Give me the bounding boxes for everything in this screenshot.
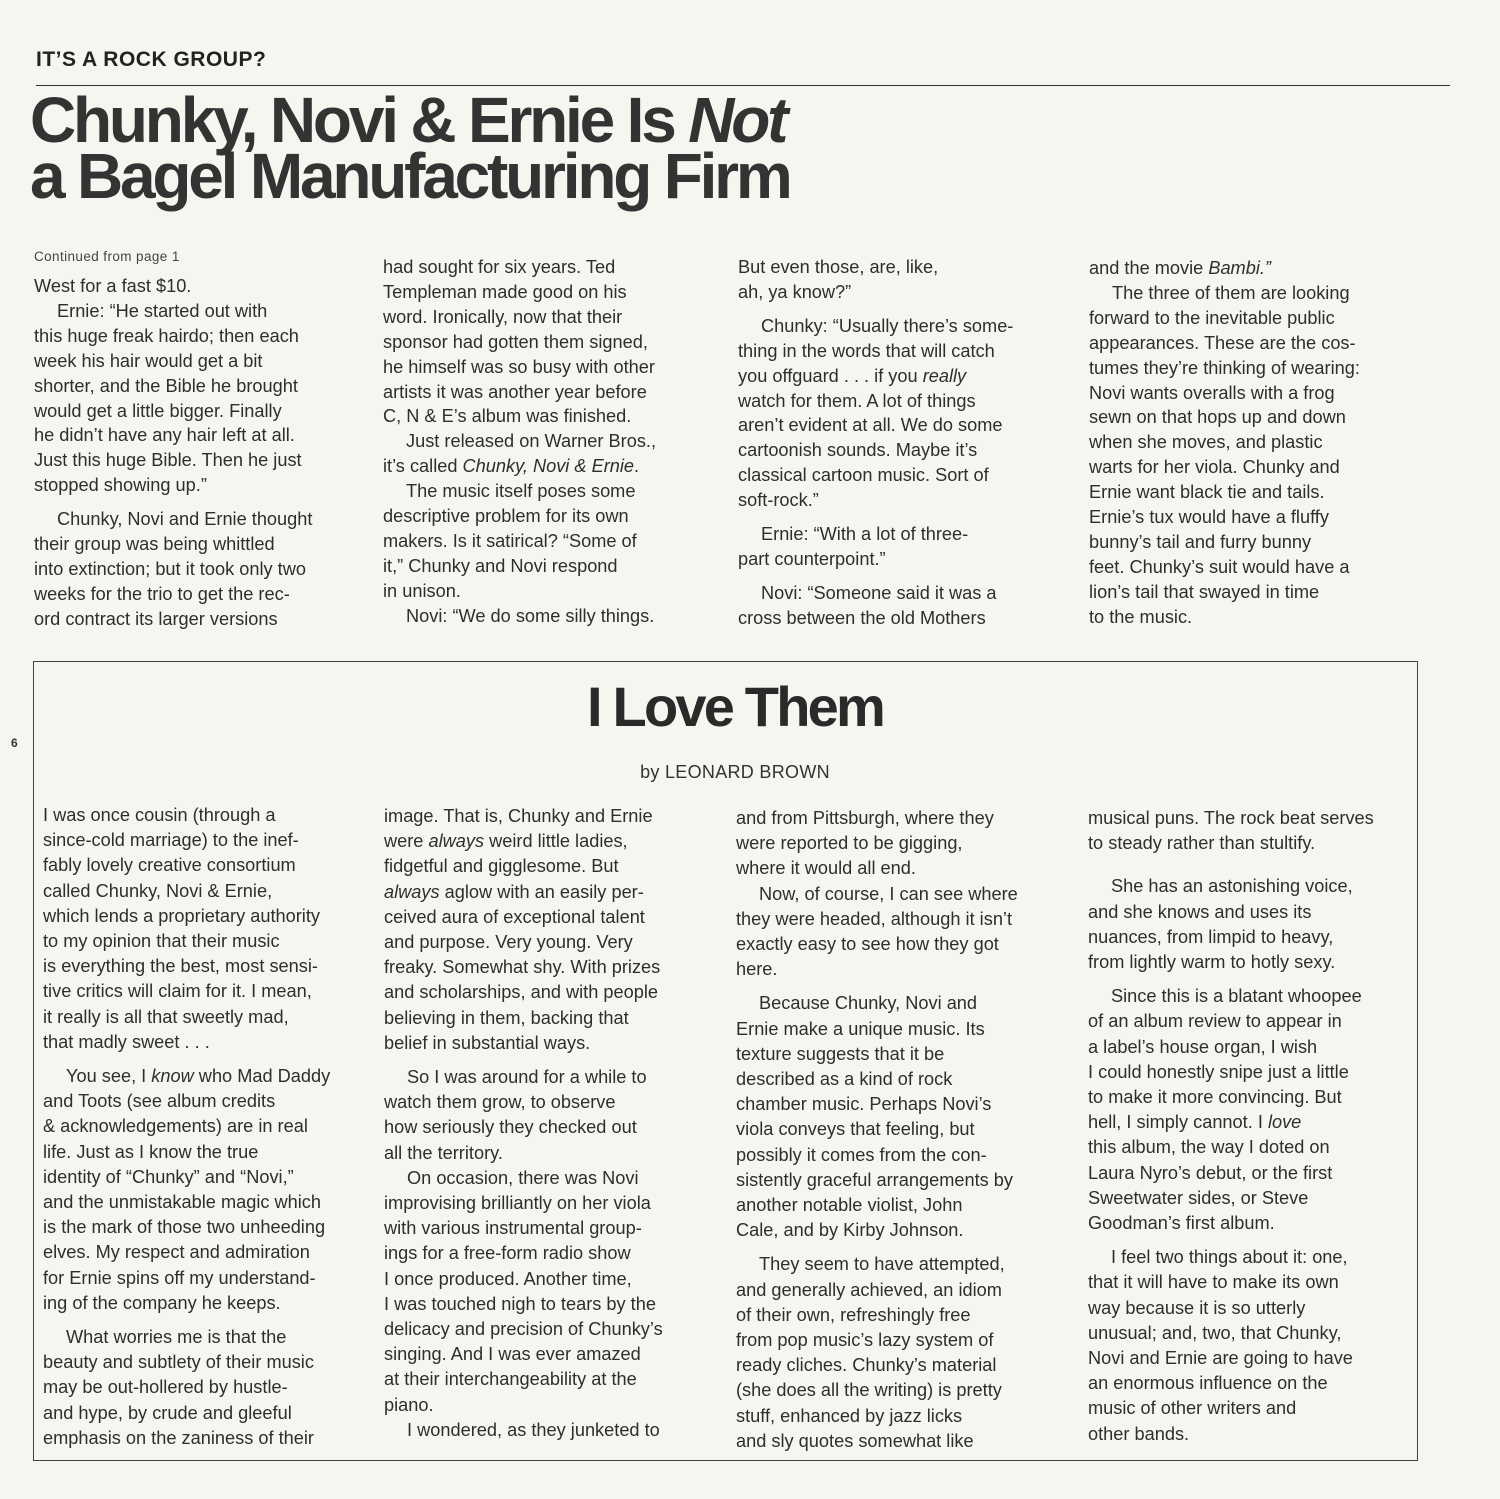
text-line: Novi and Ernie are going to have — [1088, 1348, 1353, 1369]
text-line: singing. And I was ever amazed — [384, 1344, 641, 1365]
text-line: I was once cousin (through a — [43, 805, 276, 825]
text-line: On occasion, there was Novi — [407, 1167, 639, 1188]
text-line: & acknowledgements) are in real — [43, 1116, 308, 1137]
text-line: described as a kind of rock — [736, 1069, 953, 1090]
text-line: from pop music’s lazy system of — [736, 1330, 994, 1351]
text-line: it,” Chunky and Novi respond — [383, 555, 618, 576]
text-line: were always weird little ladies, — [384, 831, 628, 852]
text-line: Since this is a blatant whoopee — [1111, 986, 1362, 1007]
text-line: fably lovely creative consortium — [43, 855, 296, 876]
text-line: Ernie: “He started out with — [57, 300, 268, 321]
text-line: may be out-hollered by hustle- — [43, 1377, 288, 1398]
headline-line-2: a Bagel Manufacturing Firm — [30, 140, 790, 212]
article-column-4 — [1089, 256, 1429, 630]
text-line: artists it was another year before — [383, 381, 647, 402]
text-line: and she knows and uses its — [1088, 901, 1312, 922]
text-line: beauty and subtlety of their music — [43, 1352, 314, 1373]
text-line: ah, ya know?” — [738, 281, 852, 302]
text-line: cartoonish sounds. Maybe it’s — [738, 440, 978, 461]
section-kicker: IT’S A ROCK GROUP? — [36, 48, 267, 71]
text-line: way because it is so utterly — [1088, 1297, 1306, 1318]
text-line: it’s called Chunky, Novi & Ernie. — [383, 456, 640, 477]
text-line: he didn’t have any hair left at all. — [34, 425, 295, 446]
text-line: Just released on Warner Bros., — [406, 431, 657, 452]
text-line: Novi: “Someone said it was a — [761, 582, 997, 603]
text-line: elves. My respect and admiration — [43, 1242, 310, 1263]
text-line: cross between the old Mothers — [738, 607, 986, 628]
review-column-2 — [384, 804, 724, 1443]
text-line: at their interchangeability at the — [384, 1369, 637, 1390]
text-line: and purpose. Very young. Very — [384, 932, 633, 953]
text-line: and scholarships, and with people — [384, 982, 659, 1003]
text-line: viola conveys that feeling, but — [736, 1119, 975, 1140]
text-line: to the music. — [1089, 606, 1193, 627]
text-line: But even those, are, like, — [738, 257, 939, 277]
text-line: Sweetwater sides, or Steve — [1088, 1187, 1309, 1208]
text-line: classical cartoon music. Sort of — [738, 465, 989, 486]
text-line: delicacy and precision of Chunky’s — [384, 1319, 663, 1340]
text-line: their group was being whittled — [34, 534, 275, 555]
text-line: identity of “Chunky” and “Novi,” — [43, 1166, 294, 1187]
text-line: ord contract its larger versions — [34, 608, 278, 629]
text-line: sistently graceful arrangements by — [736, 1169, 1013, 1190]
text-line: of an album review to appear in — [1088, 1011, 1342, 1032]
text-line: and sly quotes somewhat like — [736, 1430, 974, 1451]
text-line: descriptive problem for its own — [383, 506, 629, 527]
text-line: to make it more convincing. But — [1088, 1087, 1342, 1108]
text-line: is everything the best, most sensi- — [43, 956, 318, 977]
text-line: when she moves, and plastic — [1089, 432, 1323, 453]
text-line: that madly sweet . . . — [43, 1031, 210, 1052]
text-line: watch for them. A lot of things — [738, 390, 976, 411]
continued-note: Continued from page 1 — [34, 249, 180, 264]
text-line: So I was around for a while to — [407, 1067, 647, 1088]
text-line: exactly easy to see how they got — [736, 934, 999, 955]
text-line: forward to the inevitable public — [1089, 307, 1335, 328]
text-line: life. Just as I know the true — [43, 1141, 259, 1162]
text-line: belief in substantial ways. — [384, 1032, 591, 1053]
text-line: image. That is, Chunky and Ernie — [384, 806, 653, 826]
text-line: in unison. — [383, 580, 461, 601]
text-line: shorter, and the Bible he brought — [34, 375, 298, 396]
text-line: tive critics will claim for it. I mean, — [43, 981, 312, 1002]
article-column-1 — [34, 248, 374, 632]
text-line: stuff, enhanced by jazz licks — [736, 1405, 963, 1426]
text-line: ings for a free-form radio show — [384, 1243, 631, 1264]
text-line: Now, of course, I can see where — [759, 883, 1018, 904]
text-line: Chunky: “Usually there’s some- — [761, 315, 1014, 336]
text-line: musical puns. The rock beat serves — [1088, 808, 1374, 828]
text-line: Novi: “We do some silly things. — [406, 605, 655, 626]
text-line: and generally achieved, an idiom — [736, 1279, 1002, 1300]
text-line: week his hair would get a bit — [34, 350, 263, 371]
text-line: warts for her viola. Chunky and — [1089, 457, 1340, 478]
text-line: and the movie Bambi.” — [1089, 258, 1271, 278]
text-line: weeks for the trio to get the rec- — [34, 583, 290, 604]
text-line: ready cliches. Chunky’s material — [736, 1355, 997, 1376]
text-line: ceived aura of exceptional talent — [384, 906, 645, 927]
text-line: into extinction; but it took only two — [34, 558, 306, 579]
text-line: would get a little bigger. Finally — [34, 400, 282, 421]
text-line: I once produced. Another time, — [384, 1268, 632, 1289]
text-line: had sought for six years. Ted — [383, 257, 616, 277]
text-line: to steady rather than stultify. — [1088, 833, 1316, 854]
text-line: believing in them, backing that — [384, 1007, 629, 1028]
text-line: which lends a proprietary authority — [43, 905, 320, 926]
text-line: Ernie’s tux would have a fluffy — [1089, 507, 1329, 528]
text-line: watch them grow, to observe — [384, 1092, 616, 1113]
text-line: with various instrumental group- — [384, 1218, 642, 1239]
text-line: and the unmistakable magic which — [43, 1192, 322, 1213]
text-line: bunny’s tail and furry bunny — [1089, 531, 1312, 552]
text-line: of their own, refreshingly free — [736, 1304, 971, 1325]
text-line: were reported to be gigging, — [736, 833, 963, 854]
text-line: music of other writers and — [1088, 1398, 1297, 1419]
text-line: Ernie want black tie and tails. — [1089, 482, 1325, 503]
review-column-3 — [736, 806, 1076, 1454]
text-line: Just this huge Bible. Then he just — [34, 450, 302, 471]
text-line: Templeman made good on his — [383, 281, 627, 302]
text-line: Ernie: “With a lot of three- — [761, 524, 969, 545]
text-line: C, N & E’s album was finished. — [383, 406, 632, 427]
text-line: fidgetful and gigglesome. But — [384, 856, 619, 877]
review-column-1 — [43, 803, 383, 1451]
text-line: possibly it comes from the con- — [736, 1144, 987, 1165]
review-byline: by LEONARD BROWN — [640, 762, 830, 782]
text-line: lion’s tail that swayed in time — [1089, 581, 1320, 602]
article-column-2 — [383, 255, 723, 629]
text-line: freaky. Somewhat shy. With prizes — [384, 957, 661, 978]
text-line: word. Ironically, now that their — [383, 306, 623, 327]
text-line: since-cold marriage) to the inef- — [43, 830, 299, 851]
text-line: that it will have to make its own — [1088, 1272, 1339, 1293]
text-line: other bands. — [1088, 1423, 1190, 1444]
text-line: chamber music. Perhaps Novi’s — [736, 1094, 992, 1115]
text-line: I wondered, as they junketed to — [407, 1419, 660, 1440]
text-line: this huge freak hairdo; then each — [34, 325, 299, 346]
text-line: unusual; and, two, that Chunky, — [1088, 1322, 1342, 1343]
text-line: Novi wants overalls with a frog — [1089, 382, 1335, 403]
text-line: to my opinion that their music — [43, 931, 280, 952]
text-line: where it would all end. — [736, 858, 916, 879]
text-line: sponsor had gotten them signed, — [383, 331, 648, 352]
text-line: Goodman’s first album. — [1088, 1213, 1275, 1234]
text-line: I could honestly snipe just a little — [1088, 1061, 1349, 1082]
text-line: thing in the words that will catch — [738, 340, 995, 361]
text-line: an enormous influence on the — [1088, 1373, 1328, 1394]
text-line: emphasis on the zaniness of their — [43, 1427, 314, 1448]
text-line: appearances. These are the cos- — [1089, 332, 1356, 353]
text-line: part counterpoint.” — [738, 548, 886, 569]
review-title: I Love Them — [587, 675, 883, 738]
text-line: this album, the way I doted on — [1088, 1137, 1330, 1158]
text-line: feet. Chunky’s suit would have a — [1089, 556, 1350, 577]
text-line: Ernie make a unique music. Its — [736, 1018, 985, 1039]
text-line: hell, I simply cannot. I love — [1088, 1112, 1302, 1133]
text-line: always aglow with an easily per- — [384, 881, 644, 902]
headline — [30, 84, 790, 212]
text-line: They seem to have attempted, — [759, 1254, 1005, 1275]
text-line: The three of them are looking — [1112, 282, 1350, 303]
text-line: texture suggests that it be — [736, 1043, 945, 1064]
page-number: 6 — [11, 736, 18, 750]
text-line: The music itself poses some — [406, 481, 636, 502]
text-line: he himself was so busy with other — [383, 356, 655, 377]
text-line: You see, I know who Mad Daddy — [66, 1066, 331, 1087]
text-line: (she does all the writing) is pretty — [736, 1380, 1002, 1401]
text-line: I was touched nigh to tears by the — [384, 1293, 656, 1314]
text-line: Cale, and by Kirby Johnson. — [736, 1220, 964, 1241]
text-line: a label’s house organ, I wish — [1088, 1036, 1318, 1057]
text-line: and hype, by crude and gleeful — [43, 1402, 292, 1423]
text-line: tumes they’re thinking of wearing: — [1089, 357, 1360, 378]
text-line: What worries me is that the — [66, 1327, 287, 1348]
text-line: I feel two things about it: one, — [1111, 1247, 1348, 1268]
text-line: sewn on that hops up and down — [1089, 407, 1346, 428]
review-column-4 — [1088, 806, 1428, 1447]
text-line: piano. — [384, 1394, 434, 1415]
text-line: West for a fast $10. — [34, 276, 192, 296]
text-line: makers. Is it satirical? “Some of — [383, 530, 637, 551]
text-line: Chunky, Novi and Ernie thought — [57, 509, 313, 530]
text-line: aren’t evident at all. We do some — [738, 415, 1003, 436]
text-line: another notable violist, John — [736, 1195, 963, 1216]
text-line: how seriously they checked out — [384, 1117, 637, 1138]
text-line: Laura Nyro’s debut, or the first — [1088, 1162, 1333, 1183]
text-line: is the mark of those two unheeding — [43, 1217, 326, 1238]
headline-line-1: Chunky, Novi & Ernie Is Not — [30, 84, 786, 156]
text-line: called Chunky, Novi & Ernie, — [43, 880, 273, 901]
text-line: and Toots (see album credits — [43, 1091, 276, 1112]
text-line: here. — [736, 959, 778, 980]
text-line: stopped showing up.” — [34, 475, 207, 496]
text-line: ing of the company he keeps. — [43, 1292, 281, 1313]
text-line: Because Chunky, Novi and — [759, 993, 978, 1014]
text-line: soft-rock.” — [738, 490, 819, 511]
text-line: for Ernie spins off my understand- — [43, 1267, 316, 1288]
text-line: all the territory. — [384, 1142, 503, 1163]
text-line: and from Pittsburgh, where they — [736, 808, 994, 828]
article-column-3 — [738, 255, 1078, 631]
text-line: they were headed, although it isn’t — [736, 908, 1013, 929]
text-line: She has an astonishing voice, — [1111, 876, 1353, 897]
text-line: improvising brilliantly on her viola — [384, 1193, 651, 1214]
text-line: from lightly warm to hotly sexy. — [1088, 952, 1336, 973]
text-line: you offguard . . . if you really — [738, 365, 967, 386]
text-line: nuances, from limpid to heavy, — [1088, 926, 1334, 947]
text-line: it really is all that sweetly mad, — [43, 1006, 289, 1027]
